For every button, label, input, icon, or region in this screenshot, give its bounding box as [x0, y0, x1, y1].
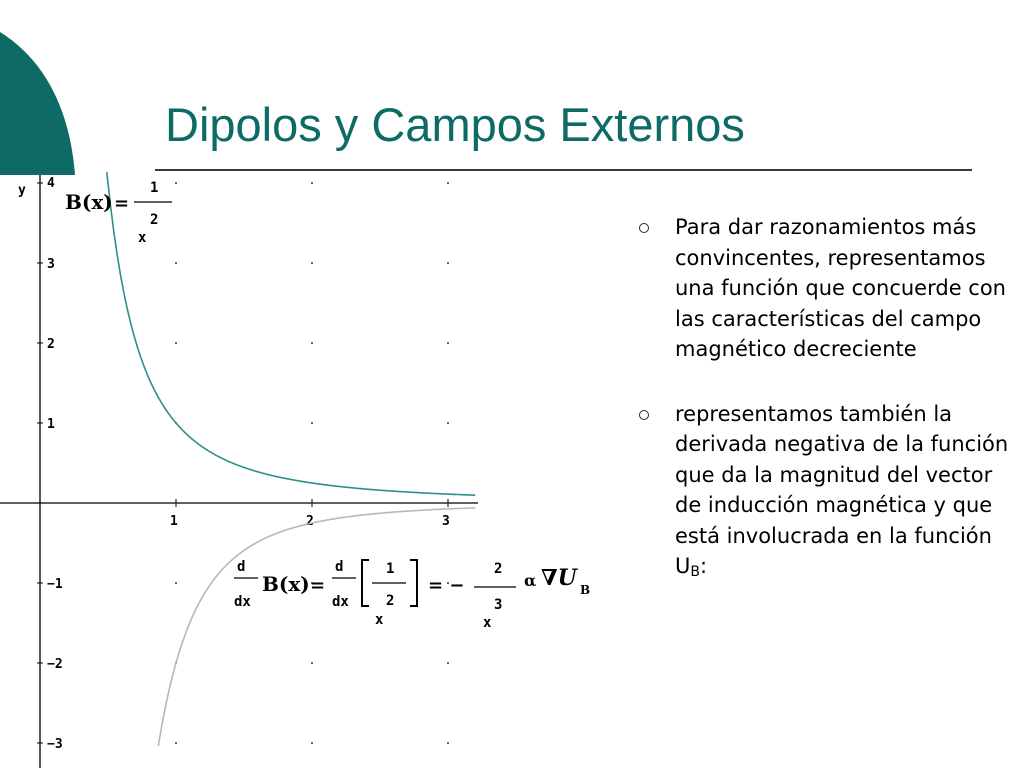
- bullet-text: Para dar razonamientos más convincentes, representamos una función que concuerde con las características del campo magnético decreciente: [675, 215, 1006, 361]
- y-tick-label: −2: [47, 657, 63, 672]
- svg-text:∇U: ∇U: [541, 565, 577, 591]
- svg-text:B(x): B(x): [65, 190, 113, 214]
- svg-text:3: 3: [494, 597, 503, 613]
- x-tick-label: 2: [306, 514, 314, 529]
- function-graph: [0, 172, 600, 768]
- y-tick-label: −1: [47, 577, 63, 592]
- svg-text:B: B: [580, 583, 591, 597]
- svg-text:2: 2: [386, 593, 395, 609]
- svg-text:x: x: [138, 230, 147, 246]
- bullet-marker: [639, 410, 649, 420]
- svg-text:=: =: [310, 575, 326, 596]
- slide-title: Dipolos y Campos Externos: [165, 98, 745, 151]
- svg-text:B(x): B(x): [262, 572, 310, 596]
- svg-text:2: 2: [150, 212, 159, 228]
- svg-text:2: 2: [494, 561, 503, 577]
- title-divider: [155, 169, 972, 171]
- b-of-x-curve: [107, 172, 476, 495]
- svg-text:d: d: [335, 559, 344, 575]
- equation-derivative: [234, 559, 590, 631]
- svg-text:1: 1: [150, 180, 159, 196]
- x-tick-label: 3: [442, 514, 450, 529]
- svg-text:x: x: [483, 615, 492, 631]
- y-axis-label: y: [18, 183, 26, 198]
- y-tick-label: 4: [47, 176, 55, 191]
- y-tick-label: −3: [47, 737, 63, 752]
- x-tick-label: 1: [170, 514, 178, 529]
- bullet-text: representamos también la derivada negativa de la función que da la magnitud del vector de inducción magnética y que está involucrada en la función $U_B$:: [675, 401, 1009, 580]
- svg-text:dx: dx: [234, 594, 251, 610]
- y-tick-label: 1: [47, 417, 55, 432]
- svg-text:d: d: [237, 559, 246, 575]
- svg-text:1: 1: [386, 561, 395, 577]
- equation-b-of-x: [65, 180, 172, 246]
- svg-text:dx: dx: [332, 594, 349, 610]
- svg-text:=: =: [114, 193, 130, 214]
- svg-text:x: x: [375, 612, 384, 628]
- svg-text:= −: = −: [428, 575, 465, 596]
- bullet-item: [632, 399, 1020, 588]
- corner-decoration: [0, 0, 80, 180]
- negative-derivative-curve: [158, 508, 475, 746]
- bullet-marker: [639, 223, 649, 233]
- grid-dots: [175, 182, 449, 744]
- svg-text:α: α: [524, 571, 537, 590]
- bullet-list: [632, 212, 1020, 622]
- y-tick-label: 2: [47, 337, 55, 352]
- bullet-item: [632, 212, 1020, 365]
- y-tick-label: 3: [47, 257, 55, 272]
